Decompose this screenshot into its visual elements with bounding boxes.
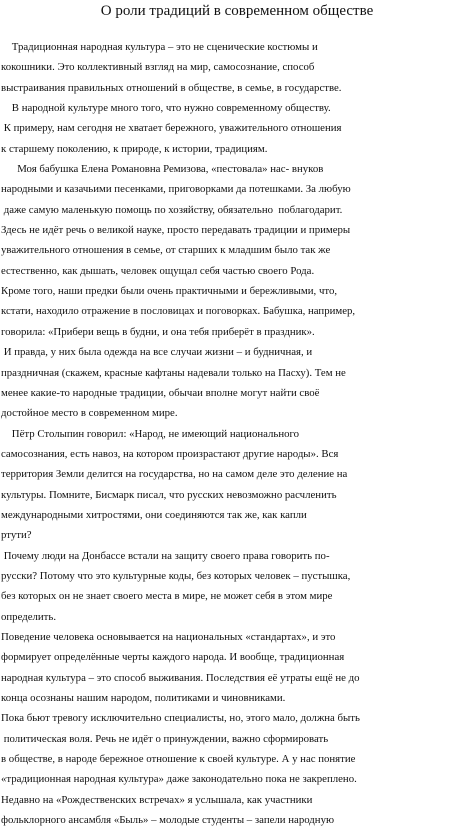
text-line: достойное место в современном мире. xyxy=(1,407,178,420)
text-line: выстраивания правильных отношений в обществе, в семье, в государстве. xyxy=(1,81,342,94)
text-line: определить. xyxy=(1,610,57,623)
text-line: праздничная (скажем, красные кафтаны надевали только на Пасху). Тем не xyxy=(1,366,346,379)
document-body xyxy=(1,37,473,830)
text-line: Традиционная народная культура – это не сценические костюмы и xyxy=(1,41,318,53)
text-line: Здесь не идёт речь о великой науке, просто передавать традиции и примеры xyxy=(1,224,351,237)
text-line: конца осознаны нашим народом, политиками и чиновниками. xyxy=(1,692,286,704)
text-line: кокошники. Это коллективный взгляд на мир, самосознание, способ xyxy=(1,61,315,74)
document-title: О роли традиций в современном обществе xyxy=(100,3,374,19)
text-line: «традиционная народная культура» даже законодательно пока не закреплено. xyxy=(1,773,357,786)
text-line: говорила: «Прибери вещь в будни, и она тебя приберёт в праздник». xyxy=(1,325,315,338)
text-line: ртути? xyxy=(1,529,32,542)
text-line: к старшему поколению, к природе, к истории, традициям. xyxy=(1,142,268,155)
text-line: фольклорного ансамбля «Быль» – молодые студенты – запели народную xyxy=(1,814,335,827)
text-line: самосознания, есть навоз, на котором произрастают другие народы». Вся xyxy=(1,447,339,460)
text-line: международными хитростями, они соединяются так же, как капли xyxy=(1,508,307,521)
text-line: И правда, у них была одежда на все случаи жизни – и будничная, и xyxy=(1,346,313,359)
text-line: К примеру, нам сегодня не хватает бережного, уважительного отношения xyxy=(1,122,342,135)
text-line: территория Земли делится на государства, но на самом деле это деление на xyxy=(1,468,348,481)
text-line: В народной культуре много того, что нужно современному обществу. xyxy=(1,102,331,115)
text-line: кстати, находило отражение в пословицах и поговорках. Бабушка, например, xyxy=(1,305,356,318)
text-line: народная культура – это способ выживания. Последствия её утраты ещё не до xyxy=(1,671,360,684)
text-line: менее какие-то народные традиции, обычаи вполне могут найти своё xyxy=(1,386,320,399)
text-line: без которых он не знает своего места в мире, не может себя в этом мире xyxy=(1,590,333,603)
text-line: русски? Потому что это культурные коды, без которых человек – пустышка, xyxy=(1,569,351,582)
text-line: уважительного отношения в семье, от старших к младшим было так же xyxy=(1,244,331,257)
text-line: естественно, как дышать, человек ощущал себя частью своего Рода. xyxy=(1,264,315,277)
text-line: политическая воля. Речь не идёт о принуждении, важно сформировать xyxy=(1,732,329,745)
text-line: Кроме того, наши предки были очень практичными и бережливыми, что, xyxy=(1,285,338,298)
text-line: Недавно на «Рождественских встречах» я услышала, как участники xyxy=(1,793,313,806)
text-line: народными и казачьими песенками, приговорками да потешками. За любую xyxy=(1,183,351,196)
text-line: Почему люди на Донбассе встали на защиту своего права говорить по- xyxy=(1,549,330,562)
text-line: формирует определённые черты каждого народа. И вообще, традиционная xyxy=(1,651,345,664)
text-line: Моя бабушка Елена Романовна Ремизова, «пестовала» нас- внуков xyxy=(1,163,324,176)
text-line: в обществе, в народе бережное отношение к своей культуре. А у нас понятие xyxy=(1,753,356,766)
text-line: культуры. Помните, Бисмарк писал, что русских невозможно расчленить xyxy=(1,488,337,501)
text-line: Пётр Столыпин говорил: «Народ, не имеющий национального xyxy=(1,427,300,440)
text-line: даже самую маленькую помощь по хозяйству, обязательно поблагодарит. xyxy=(1,203,343,216)
text-line: Поведение человека основывается на национальных «стандартах», и это xyxy=(1,630,336,643)
text-line: Пока бьют тревогу исключительно специалисты, но, этого мало, должна быть xyxy=(1,712,360,725)
